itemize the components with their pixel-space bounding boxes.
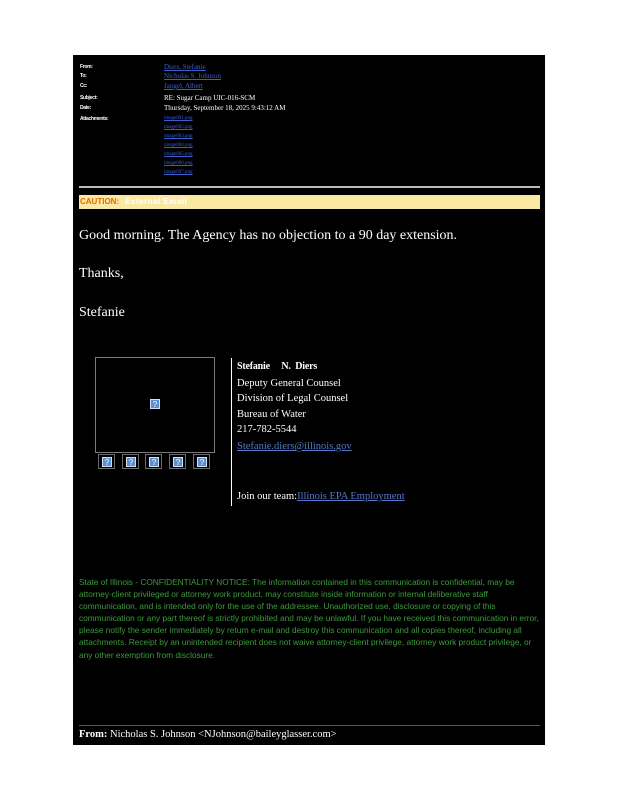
header-to-row xyxy=(80,73,540,82)
social-link[interactable] xyxy=(193,454,210,469)
subject-value: RE: Sugar Camp UIC-016-SCM xyxy=(164,94,256,102)
attachment-link[interactable]: image006.png xyxy=(164,161,193,166)
signature-division: Division of Legal Counsel xyxy=(237,393,349,404)
confidentiality-notice: State of Illinois - CONFIDENTIALITY NOTICE: The information contained in this communication is confidential, may be attorney-client privileged or attorney work product, may constitute inside information or internal deliberative staff communication, and is intended only for the use of the addressee. Unauthorized use, disclosure or copying of this communication or any part thereof is strictly prohibited and may be unlawful. If you have received this communication in error, please notify the sender immediately by return e-mail and destroy this communication and all copies thereof, including all attachments. Receipt by an unintended recipient does not waive attorney-client privilege, attorney work product privilege, or any other exemption from disclosure. xyxy=(79,577,539,660)
date-value: Thursday, September 18, 2025 9:43:12 AM xyxy=(164,104,286,112)
signature-name: Stefanie N. Diers xyxy=(237,361,318,372)
cc-value-link[interactable]: Jangel, Albert xyxy=(164,82,203,90)
quoted-divider xyxy=(79,725,540,726)
caution-banner xyxy=(79,195,540,209)
broken-image-icon: ? xyxy=(149,457,159,467)
caution-text: External Email xyxy=(125,197,188,206)
subject-label: Subject: xyxy=(80,95,98,101)
signature-bureau: Bureau of Water xyxy=(237,409,306,420)
attachment-link[interactable]: image001.png xyxy=(164,116,193,121)
join-team-line xyxy=(237,491,405,502)
header-divider xyxy=(79,186,540,188)
social-link[interactable] xyxy=(145,454,162,469)
join-team-label: Join our team: xyxy=(237,491,298,502)
broken-image-icon: ? xyxy=(102,457,112,467)
signature-email-link[interactable]: Stefanie.diers@illinois.gov xyxy=(237,441,352,452)
signature-divider xyxy=(231,358,232,506)
quoted-from-label: From: xyxy=(79,729,108,740)
date-label: Date: xyxy=(80,105,92,111)
body-thanks: Thanks, xyxy=(79,266,124,281)
social-link[interactable] xyxy=(169,454,186,469)
caution-label: CAUTION: xyxy=(80,197,120,206)
cc-label: Cc: xyxy=(80,83,88,89)
header-attachments-row xyxy=(80,116,540,176)
signature-logo xyxy=(95,357,215,453)
to-label: To: xyxy=(80,73,87,79)
social-link[interactable] xyxy=(122,454,139,469)
attachments-label: Attachments: xyxy=(80,116,109,122)
header-subject-row xyxy=(80,95,540,104)
from-label: From: xyxy=(80,64,93,70)
social-link[interactable] xyxy=(98,454,115,469)
from-value-link[interactable]: Diers, Stefanie xyxy=(164,63,206,71)
broken-image-icon: ? xyxy=(173,457,183,467)
header-cc-row xyxy=(80,83,540,92)
join-team-link[interactable]: Illinois EPA Employment xyxy=(297,491,405,502)
attachment-link[interactable]: image002.png xyxy=(164,125,193,130)
email-page xyxy=(73,55,545,745)
broken-image-icon: ? xyxy=(150,399,160,409)
body-greeting: Good morning. The Agency has no objection to a 90 day extension. xyxy=(79,228,458,243)
quoted-from-line xyxy=(79,729,337,740)
attachment-link[interactable]: image007.png xyxy=(164,170,193,175)
broken-image-icon: ? xyxy=(126,457,136,467)
broken-image-icon: ? xyxy=(197,457,207,467)
signature-title: Deputy General Counsel xyxy=(237,378,341,389)
body-signoff: Stefanie xyxy=(79,305,125,320)
quoted-from-value: Nicholas S. Johnson <NJohnson@baileyglasser.com> xyxy=(110,729,337,740)
header-date-row xyxy=(80,105,540,114)
attachment-link[interactable]: image004.png xyxy=(164,143,193,148)
attachment-link[interactable]: image005.png xyxy=(164,152,193,157)
header-from-row xyxy=(80,64,540,73)
attachment-link[interactable]: image003.png xyxy=(164,134,193,139)
signature-phone: 217-782-5544 xyxy=(237,424,297,435)
to-value-link[interactable]: Nicholas S. Johnson xyxy=(164,72,221,80)
